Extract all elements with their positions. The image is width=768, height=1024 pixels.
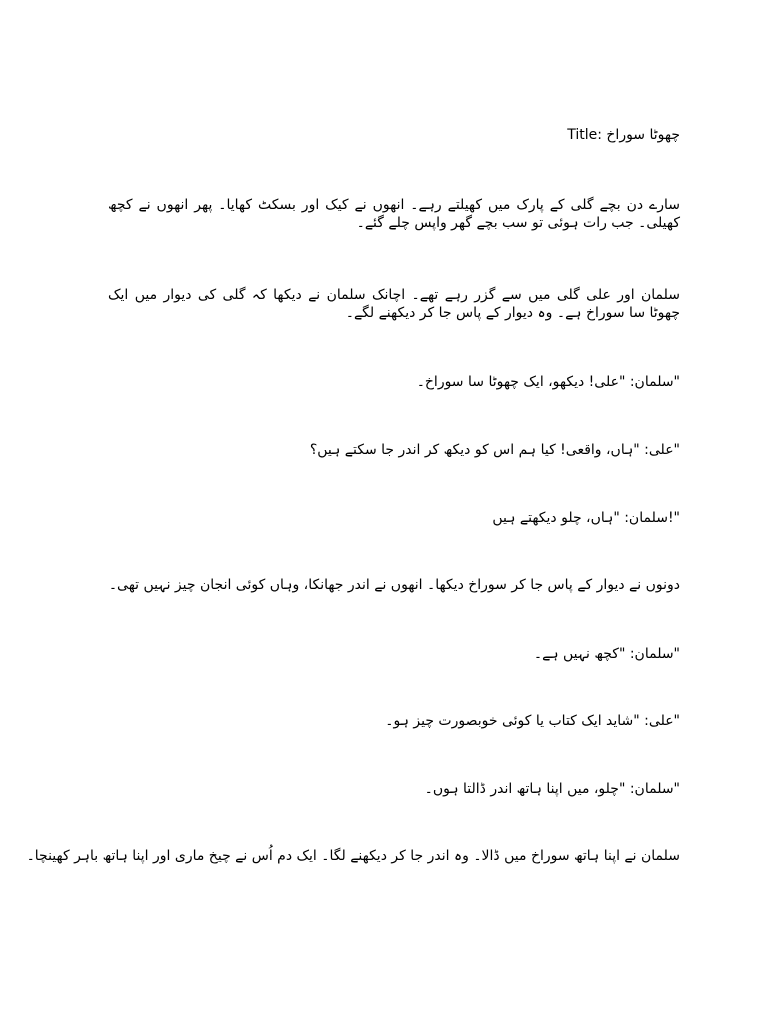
- document-title: [567, 126, 680, 144]
- dialogue-ali-2: "علی: "شاید ایک کتاب یا کوئی خوبصورت چیز ہو۔: [385, 713, 680, 729]
- paragraph-1: سارے دن بچے گلی کے پارک میں کھیلتے رہے۔ انھوں نے کیک اور بسکٹ کھایا۔ پھر انھوں نے کچھ کھیلی۔ جب رات ہوئی تو سب بچے گھر واپس چلے گئے۔: [108, 197, 680, 231]
- title-urdu: چھوٹا سوراخ: [606, 127, 680, 143]
- dialogue-salman-4: "سلمان: "چلو، میں اپنا ہاتھ اندر ڈالتا ہوں۔: [424, 781, 680, 797]
- dialogue-salman-1: "سلمان: "علی! دیکھو، ایک چھوٹا سا سوراخ۔: [416, 374, 680, 390]
- dialogue-ali-1: "علی: "ہاں، واقعی! کیا ہم اس کو دیکھ کر اندر جا سکتے ہیں؟: [309, 442, 680, 458]
- paragraph-4: سلمان نے اپنا ہاتھ سوراخ میں ڈالا۔ وہ اندر جا کر دیکھنے لگا۔ ایک دم اُس نے چیخ ماری اور اپنا ہاتھ باہر کھینچا۔: [26, 848, 680, 864]
- paragraph-2: سلمان اور علی گلی میں سے گزر رہے تھے۔ اچانک سلمان نے دیکھا کہ گلی کی دیوار میں ایک چھوٹا سا سوراخ ہے۔ وہ دیوار کے پاس جا کر دیکھنے لگے۔: [108, 287, 680, 321]
- dialogue-salman-2: "!سلمان: "ہاں، چلو دیکھتے ہیں: [492, 510, 680, 526]
- title-prefix: Title:: [567, 127, 602, 143]
- dialogue-salman-3: "سلمان: "کچھ نہیں ہے۔: [533, 646, 680, 662]
- paragraph-3: دونوں نے دیوار کے پاس جا کر سوراخ دیکھا۔ انھوں نے اندر جھانکا، وہاں کوئی انجان چیز نہیں تھی۔: [108, 577, 680, 593]
